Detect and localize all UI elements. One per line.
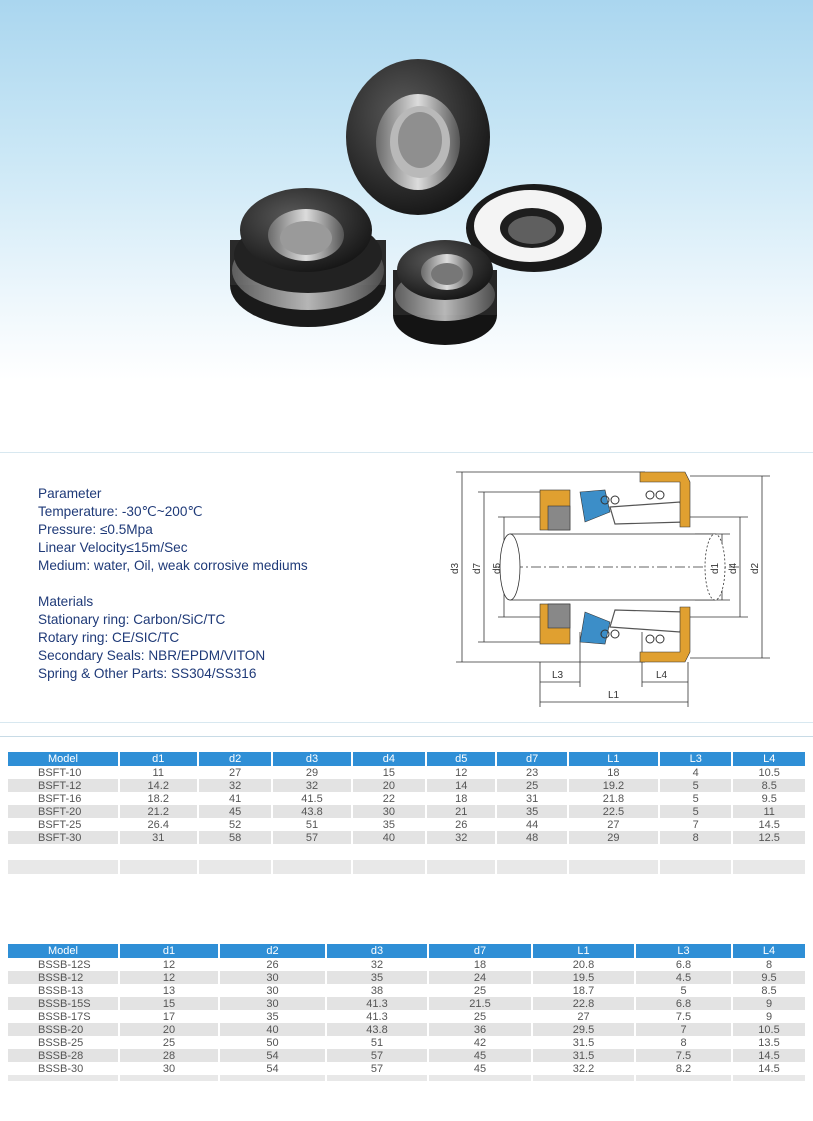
header-d2: d2	[220, 944, 325, 958]
section-divider	[0, 722, 813, 723]
cell: 25	[497, 779, 566, 792]
cell: 8.5	[761, 984, 777, 997]
cell: BSFT-10	[38, 766, 82, 779]
bssb-spec-table	[6, 944, 807, 1081]
cell: 25	[473, 984, 487, 997]
table-row	[8, 971, 805, 984]
cell: 5	[660, 805, 731, 818]
cell: 32	[370, 958, 384, 971]
cell: 12	[162, 958, 176, 971]
cell: 41	[229, 792, 242, 805]
cell: 57	[327, 1049, 427, 1062]
cell: 30	[162, 1062, 176, 1075]
cell: BSFT-20	[8, 805, 118, 818]
label-d7: d7	[472, 562, 483, 574]
cell: 36	[429, 1023, 531, 1036]
header-d1: d1	[120, 752, 197, 766]
materials-spring: Spring & Other Parts: SS304/SS316	[38, 666, 257, 681]
cell: 8	[660, 831, 731, 844]
cell: 27	[577, 1010, 590, 1023]
cell: BSFT-12	[8, 779, 118, 792]
cell: 15	[382, 766, 395, 779]
cell: 10.5	[733, 1023, 805, 1036]
cell: 44	[525, 818, 539, 831]
cell: 35	[497, 805, 566, 818]
specs-text	[38, 485, 308, 701]
header-model: Model	[8, 944, 118, 958]
cell: BSSB-17S	[38, 1010, 91, 1023]
cell: 25	[473, 1010, 487, 1023]
cell: 8	[680, 1036, 687, 1049]
cell: 29	[305, 766, 319, 779]
cell: 41.3	[327, 997, 427, 1010]
cell: BSSB-12	[8, 971, 118, 984]
header-d2: d2	[199, 752, 271, 766]
cell: 18	[455, 792, 468, 805]
header-d7: d7	[497, 752, 566, 766]
cell: 57	[273, 831, 350, 844]
cell: 31	[120, 831, 197, 844]
cell: 25	[162, 1036, 176, 1049]
cell: 9	[733, 997, 805, 1010]
cell: 20	[353, 779, 425, 792]
cell: 43.8	[327, 1023, 427, 1036]
header-L1: L1	[533, 944, 634, 958]
table-row	[8, 831, 805, 844]
cell: 35	[266, 1010, 279, 1023]
table-row	[8, 1036, 805, 1049]
cell: 14	[427, 779, 495, 792]
cell: 45	[473, 1062, 487, 1075]
table-row	[8, 779, 805, 792]
cell: 27	[229, 766, 242, 779]
header-L4: L4	[733, 944, 805, 958]
table-empty-row	[8, 1075, 805, 1081]
cell: 13.5	[758, 1036, 780, 1049]
cell: 30	[220, 997, 325, 1010]
cell: 21.5	[429, 997, 531, 1010]
header-L3: L3	[636, 944, 731, 958]
seal-small-middle	[393, 240, 497, 345]
cell: 31.5	[572, 1036, 595, 1049]
cell: 9.5	[733, 971, 805, 984]
materials-stationary: Stationary ring: Carbon/SiC/TC	[38, 612, 226, 627]
cell: 54	[266, 1062, 279, 1075]
cell: 58	[199, 831, 271, 844]
cell: 21.8	[602, 792, 625, 805]
table-header-row	[8, 944, 805, 958]
cell: 52	[229, 818, 242, 831]
cell: 43.8	[273, 805, 350, 818]
cell: 26	[455, 818, 468, 831]
table-row	[8, 1049, 805, 1062]
cell: 27	[607, 818, 620, 831]
cell: 11	[733, 805, 805, 818]
seal-cross-section-diagram	[440, 462, 780, 712]
cell: 11	[152, 766, 164, 779]
cell: 18	[473, 958, 487, 971]
cell: BSFT-30	[8, 831, 118, 844]
section-divider	[0, 736, 813, 737]
cell: 6.8	[675, 958, 692, 971]
table-row	[8, 997, 805, 1010]
label-d2: d2	[750, 562, 761, 574]
cell: 14.5	[733, 1049, 805, 1062]
cell: BSFT-25	[38, 818, 82, 831]
table-row	[8, 1062, 805, 1075]
cell: 19.5	[533, 971, 634, 984]
cell: 26	[266, 958, 279, 971]
cell: 13	[162, 984, 176, 997]
cell: 38	[370, 984, 384, 997]
seal-large-top	[346, 59, 490, 215]
cell: 18	[607, 766, 620, 779]
section-divider	[0, 452, 813, 453]
table-empty-row	[8, 860, 805, 874]
mechanical-seals-photo	[0, 0, 813, 440]
cell: BSFT-16	[38, 792, 82, 805]
bsft-spec-table	[6, 752, 807, 874]
label-d4: d4	[728, 562, 739, 574]
header-d5: d5	[427, 752, 495, 766]
cell: 24	[429, 971, 531, 984]
materials-heading: Materials	[38, 594, 94, 609]
cell: 40	[353, 831, 425, 844]
table-header-row	[8, 752, 805, 766]
cell: 20	[120, 1023, 218, 1036]
cell: 31	[525, 792, 539, 805]
cell: 7	[636, 1023, 731, 1036]
cell: 17	[162, 1010, 176, 1023]
cell: 30	[266, 984, 279, 997]
cell: BSSB-25	[38, 1036, 84, 1049]
cell: 14.2	[120, 779, 197, 792]
cell: 22.8	[533, 997, 634, 1010]
cell: 51	[370, 1036, 384, 1049]
cell: 30	[353, 805, 425, 818]
label-L3: L3	[552, 670, 564, 681]
header-d3: d3	[273, 752, 350, 766]
cell: 7	[692, 818, 699, 831]
parameter-block	[38, 485, 308, 575]
materials-block	[38, 593, 308, 683]
cell: 5	[660, 779, 731, 792]
parameter-velocity: Linear Velocity≤15m/Sec	[38, 540, 188, 555]
header-L3: L3	[660, 752, 731, 766]
table-row	[8, 1010, 805, 1023]
cell: 5	[692, 792, 699, 805]
cell: BSSB-15S	[8, 997, 118, 1010]
cell: 29.5	[533, 1023, 634, 1036]
cell: 51	[305, 818, 319, 831]
cell: 21.2	[120, 805, 197, 818]
cell: 7.5	[675, 1010, 692, 1023]
cell: 41.3	[366, 1010, 388, 1023]
table-row	[8, 958, 805, 971]
header-d3: d3	[327, 944, 427, 958]
cell: BSSB-20	[8, 1023, 118, 1036]
cell: 12	[455, 766, 468, 779]
header-d7: d7	[429, 944, 531, 958]
cell: 14.5	[758, 818, 780, 831]
label-d1: d1	[710, 562, 721, 574]
cell: 29	[569, 831, 658, 844]
cell: 8	[765, 958, 773, 971]
cell: 18.2	[147, 792, 169, 805]
label-L1: L1	[608, 690, 620, 701]
cell: 32	[199, 779, 271, 792]
cell: 57	[370, 1062, 384, 1075]
cell: 41.5	[301, 792, 323, 805]
cell: 30	[220, 971, 325, 984]
cell: 45	[199, 805, 271, 818]
table-row	[8, 984, 805, 997]
table-spacer	[8, 844, 805, 860]
cell: 23	[525, 766, 539, 779]
cell: 50	[266, 1036, 279, 1049]
cell: 26.4	[147, 818, 169, 831]
parameter-pressure: Pressure: ≤0.5Mpa	[38, 522, 153, 537]
cell: 22.5	[569, 805, 658, 818]
materials-rotary: Rotary ring: CE/SIC/TC	[38, 630, 180, 645]
cell: BSSB-30	[38, 1062, 84, 1075]
cell: 32.2	[572, 1062, 595, 1075]
seal-stacked-left	[230, 188, 386, 327]
cell: BSSB-28	[8, 1049, 118, 1062]
cell: 35	[382, 818, 395, 831]
product-photo-banner	[0, 0, 813, 440]
cell: 7.5	[636, 1049, 731, 1062]
header-d4: d4	[353, 752, 425, 766]
label-d5: d5	[492, 562, 503, 574]
header-d1: d1	[120, 944, 218, 958]
cell: 21	[427, 805, 495, 818]
label-d3: d3	[450, 562, 461, 574]
cell: 15	[120, 997, 218, 1010]
cell: 18.7	[572, 984, 595, 997]
parameter-heading: Parameter	[38, 486, 102, 501]
materials-secondary: Secondary Seals: NBR/EPDM/VITON	[38, 648, 266, 663]
cell: 6.8	[636, 997, 731, 1010]
label-L4: L4	[656, 670, 668, 681]
cell: 20.8	[572, 958, 595, 971]
header-L4: L4	[733, 752, 805, 766]
header-model: Model	[8, 752, 118, 766]
cell: 31.5	[533, 1049, 634, 1062]
table-row	[8, 792, 805, 805]
cell: 8.2	[675, 1062, 692, 1075]
cell: 19.2	[569, 779, 658, 792]
cell: 14.5	[758, 1062, 780, 1075]
cell: 35	[327, 971, 427, 984]
cell: 48	[497, 831, 566, 844]
cell: 4	[692, 766, 699, 779]
table-row	[8, 1023, 805, 1036]
cell: 9	[765, 1010, 773, 1023]
cell: 22	[382, 792, 395, 805]
table-row	[8, 766, 805, 779]
cell: 4.5	[636, 971, 731, 984]
cell: 54	[220, 1049, 325, 1062]
cell: 5	[680, 984, 687, 997]
cell: BSSB-12S	[38, 958, 91, 971]
cell: 9.5	[761, 792, 777, 805]
cell: 32	[427, 831, 495, 844]
cell: 42	[473, 1036, 487, 1049]
table-row	[8, 818, 805, 831]
cell: 45	[429, 1049, 531, 1062]
cell: 8.5	[733, 779, 805, 792]
cell: 40	[220, 1023, 325, 1036]
cell: 12.5	[733, 831, 805, 844]
header-L1: L1	[569, 752, 658, 766]
cell: 12	[120, 971, 218, 984]
parameter-medium: Medium: water, Oil, weak corrosive mediums	[38, 558, 308, 573]
cell: BSSB-13	[38, 984, 84, 997]
parameter-temperature: Temperature: -30℃~200℃	[38, 504, 203, 519]
cell: 28	[120, 1049, 218, 1062]
table-row	[8, 805, 805, 818]
cell: 10.5	[758, 766, 780, 779]
cell: 32	[273, 779, 350, 792]
